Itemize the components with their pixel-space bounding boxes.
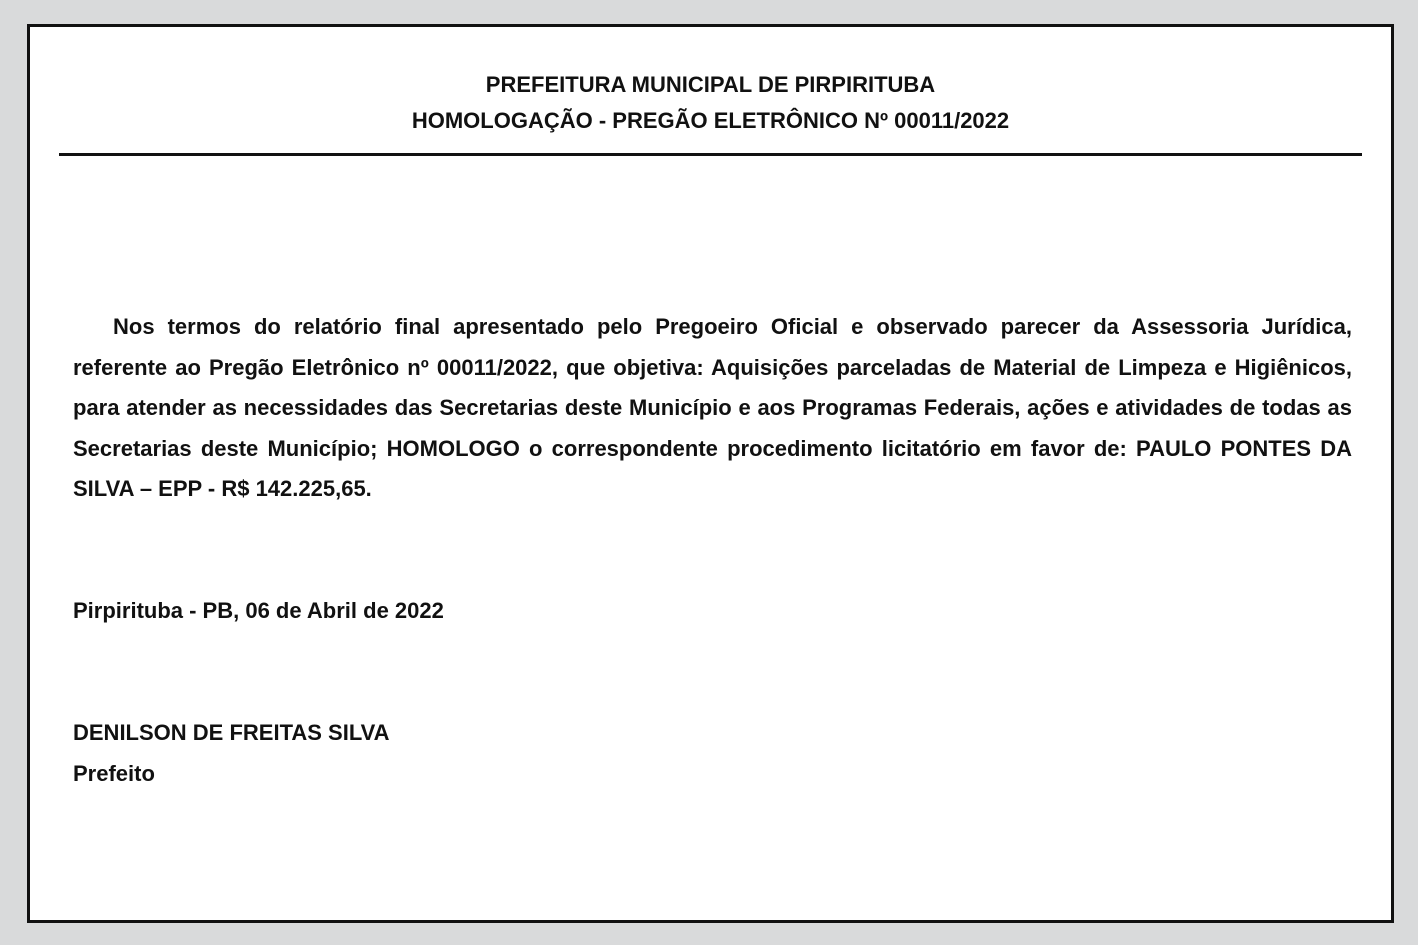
- notice-subtitle: HOMOLOGAÇÃO - PREGÃO ELETRÔNICO Nº 00011/2022: [411, 108, 1010, 133]
- signer-role: Prefeito: [73, 761, 155, 786]
- header-divider: [59, 153, 1362, 156]
- notice-document: [27, 24, 1394, 923]
- signer-name: DENILSON DE FREITAS SILVA: [73, 720, 390, 745]
- place-date-line: Pirpirituba - PB, 06 de Abril de 2022: [73, 598, 444, 623]
- homologation-paragraph: Nos termos do relatório final apresentado pelo Pregoeiro Oficial e observado parecer da Assessoria Jurídica, referente ao Pregão Eletrônico nº 00011/2022, que objetiva: Aquisições parceladas de Material de Limpeza e Higiênicos, para atender as necessidades das Secretarias deste Município e aos Programas Federais, ações e atividades de todas as Secretarias deste Município; HOMOLOGO o correspondente procedimento licitatório em favor de: PAULO PONTES DA SILVA – EPP - R$ 142.225,65.: [73, 314, 1352, 501]
- notice-header: [30, 67, 1391, 139]
- municipality-title: PREFEITURA MUNICIPAL DE PIRPIRITUBA: [485, 72, 936, 97]
